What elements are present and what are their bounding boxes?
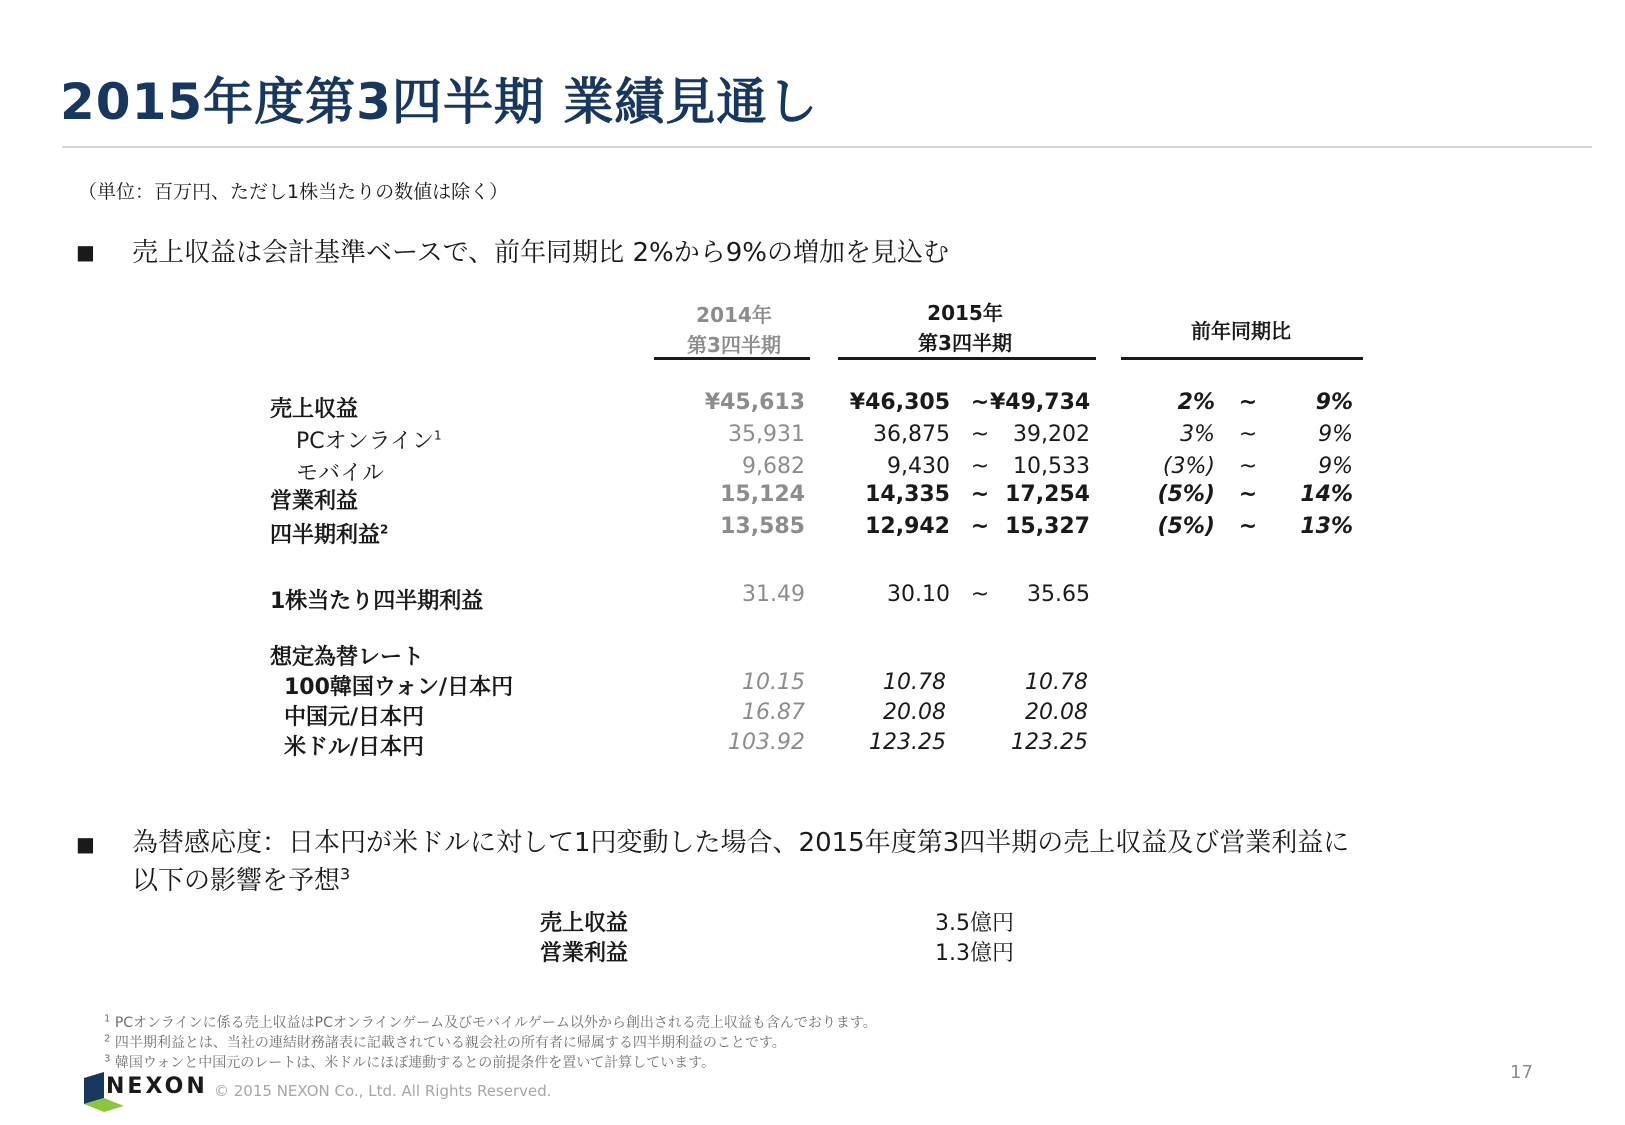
quarterly-profit-yoy-low: (5%)	[1157, 514, 1215, 539]
operating-income-2015-high: 17,254	[1005, 482, 1090, 507]
fx-label-usd: 米ドル/日本円	[284, 735, 425, 760]
unit-note: （単位：百万円、ただし1株当たりの数値は除く）	[78, 181, 509, 203]
bullet-2-line-2	[132, 860, 350, 897]
footnote-ref-2: 2	[380, 522, 389, 537]
footnote-2	[104, 1032, 786, 1052]
fx-usd-2014: 103.92	[728, 730, 805, 755]
eps-2015-high: 35.65	[1027, 582, 1090, 607]
fx-cny-2014: 16.87	[742, 700, 805, 725]
fx-krw-2015-high: 10.78	[1025, 670, 1088, 695]
operating-income-yoy-low: (5%)	[1157, 482, 1215, 507]
bullet-2-line-1: 為替感応度：日本円が米ドルに対して1円変動した場合、2015年度第3四半期の売上収益及び営業利益に	[132, 828, 1350, 858]
fx-label-krw: 100韓国ウォン/日本円	[284, 675, 514, 700]
operating-income-yoy-tilde: ~	[1238, 482, 1258, 507]
quarterly-profit-2014: 13,585	[720, 514, 805, 539]
sensitivity-value-revenue: 3.5億円	[935, 911, 1014, 936]
page-title: 2015年度第3四半期 業績見通し	[60, 73, 819, 131]
footnote-ref-3: 3	[340, 864, 351, 884]
revenue-yoy-tilde: ~	[1238, 390, 1258, 415]
fx-label-cny: 中国元/日本円	[284, 705, 425, 730]
quarterly-profit-label-text: 四半期利益	[270, 523, 381, 548]
pc-online-range-tilde: ~	[970, 422, 990, 447]
revenue-range-tilde: ~	[970, 390, 990, 415]
mobile-yoy-low: (3%)	[1162, 454, 1215, 479]
revenue-2015-high: ¥49,734	[990, 390, 1091, 415]
row-label-eps: 1株当たり四半期利益	[270, 589, 484, 614]
bullet-square-icon: ■	[76, 832, 95, 856]
sensitivity-label-operating-income: 営業利益	[540, 941, 629, 966]
header-2014-quarter: 第3四半期	[687, 333, 781, 357]
footnote-1-num: 1	[104, 1013, 111, 1025]
row-label-pc-online	[296, 424, 442, 455]
pc-online-2015-low: 36,875	[873, 422, 950, 447]
operating-income-yoy-high: 14%	[1300, 482, 1353, 507]
header-2015-quarter: 第3四半期	[918, 331, 1012, 355]
fx-usd-2015-low: 123.25	[869, 730, 946, 755]
pc-online-2014: 35,931	[728, 422, 805, 447]
footnote-1	[104, 1012, 877, 1032]
pc-online-yoy-tilde: ~	[1238, 422, 1258, 447]
revenue-yoy-low: 2%	[1177, 390, 1215, 415]
header-2015q3	[840, 298, 1090, 358]
operating-income-2015-low: 14,335	[865, 482, 950, 507]
fx-usd-2015-high: 123.25	[1011, 730, 1088, 755]
fx-cny-2015-low: 20.08	[883, 700, 946, 725]
mobile-yoy-tilde: ~	[1238, 454, 1258, 479]
footnote-ref-1: 1	[433, 428, 442, 443]
pc-online-label-text: PCオンライン	[296, 429, 434, 454]
header-2014-year: 2014年	[696, 303, 772, 327]
eps-range-tilde: ~	[970, 582, 990, 607]
mobile-2015-high: 10,533	[1013, 454, 1090, 479]
row-label-revenue: 売上収益	[270, 397, 359, 422]
header-yoy-underline	[1121, 357, 1363, 360]
nexon-logo-text: NEXON	[106, 1074, 208, 1099]
title-divider	[62, 146, 1592, 148]
pc-online-2015-high: 39,202	[1013, 422, 1090, 447]
row-label-operating-income: 営業利益	[270, 489, 359, 514]
mobile-range-tilde: ~	[970, 454, 990, 479]
sensitivity-value-operating-income: 1.3億円	[935, 941, 1014, 966]
footnote-2-num: 2	[104, 1033, 111, 1045]
header-yoy: 前年同期比	[1191, 319, 1291, 343]
eps-2015-low: 30.10	[887, 582, 950, 607]
operating-income-2014: 15,124	[720, 482, 805, 507]
quarterly-profit-yoy-high: 13%	[1300, 514, 1353, 539]
fx-section-title: 想定為替レート	[270, 645, 425, 670]
row-label-quarterly-profit	[270, 518, 388, 549]
eps-2014: 31.49	[742, 582, 805, 607]
row-label-mobile: モバイル	[296, 461, 385, 486]
footnote-3-text: 韓国ウォンと中国元のレートは、米ドルにほぼ連動するとの前提条件を置いて計算しています。	[114, 1055, 716, 1071]
page-number: 17	[1510, 1062, 1533, 1083]
pc-online-yoy-low: 3%	[1180, 422, 1215, 447]
footnote-3-num: 3	[104, 1053, 111, 1065]
revenue-yoy-high: 9%	[1315, 390, 1353, 415]
footnote-1-text: PCオンラインに係る売上収益はPCオンラインゲーム及びモバイルゲーム以外から創出される売上収益も含んでおります。	[114, 1015, 877, 1031]
quarterly-profit-2015-low: 12,942	[865, 514, 950, 539]
header-2014q3	[654, 300, 814, 360]
mobile-2015-low: 9,430	[887, 454, 950, 479]
quarterly-profit-2015-high: 15,327	[1005, 514, 1090, 539]
footnote-2-text: 四半期利益とは、当社の連結財務諸表に記載されている親会社の所有者に帰属する四半期利益のことです。	[114, 1035, 786, 1051]
mobile-yoy-high: 9%	[1318, 454, 1353, 479]
revenue-2014: ¥45,613	[704, 390, 805, 415]
header-2015-year: 2015年	[927, 301, 1003, 325]
bullet-1-text: 売上収益は会計基準ベースで、前年同期比 2%から9%の増加を見込む	[132, 238, 949, 268]
bullet-2-line-2-text: 以下の影響を予想	[132, 866, 341, 896]
header-2015-underline	[838, 357, 1096, 360]
fx-krw-2014: 10.15	[742, 670, 805, 695]
fx-cny-2015-high: 20.08	[1025, 700, 1088, 725]
pc-online-yoy-high: 9%	[1318, 422, 1353, 447]
operating-income-range-tilde: ~	[970, 482, 990, 507]
revenue-2015-low: ¥46,305	[849, 390, 950, 415]
header-2014-underline	[654, 357, 810, 360]
fx-krw-2015-low: 10.78	[883, 670, 946, 695]
sensitivity-label-revenue: 売上収益	[540, 911, 629, 936]
bullet-square-icon: ■	[76, 240, 95, 264]
quarterly-profit-range-tilde: ~	[970, 514, 990, 539]
copyright-text: © 2015 NEXON Co., Ltd. All Rights Reserved.	[214, 1082, 552, 1100]
quarterly-profit-yoy-tilde: ~	[1238, 514, 1258, 539]
footnote-3	[104, 1052, 715, 1072]
mobile-2014: 9,682	[742, 454, 805, 479]
